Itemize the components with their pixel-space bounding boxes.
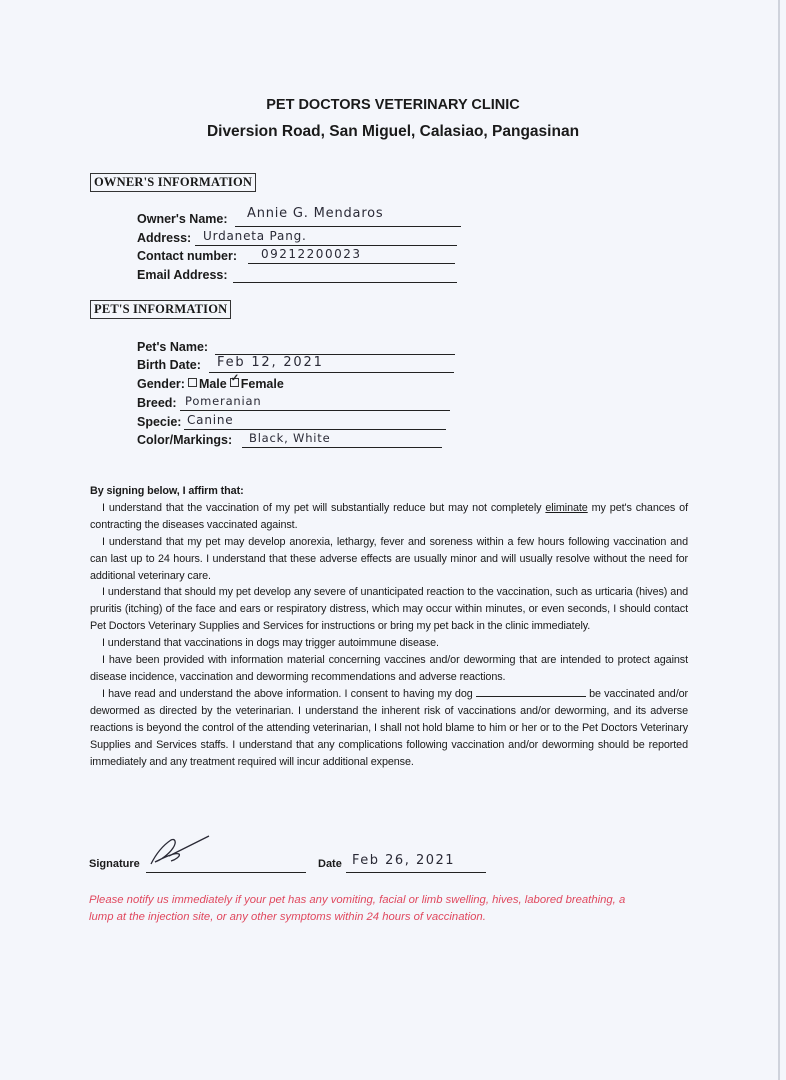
address-line [195,245,457,246]
p6-text-a: I have read and understand the above information. I consent to having my dog [102,687,476,700]
affirmation-lead: By signing below, I affirm that: [90,485,244,497]
date-line [346,872,486,873]
affirmation-paragraph-6 [90,686,688,771]
specie-line [184,429,446,430]
specie-label: Specie: [137,415,182,429]
p1-text-b: my pet's chances of contracting the diseases vaccinated against. [90,501,688,531]
contact-field[interactable]: 09212200023 [261,247,362,261]
gender-label-text: Gender: [137,377,185,391]
affirmation-paragraph-4: I understand that vaccinations in dogs may trigger autoimmune disease. [102,637,439,650]
breed-field[interactable]: Pomeranian [185,394,262,408]
address-field[interactable]: Urdaneta Pang. [203,229,307,243]
breed-label: Breed: [137,396,177,410]
page-edge [778,0,780,1080]
male-label: Male [198,377,227,391]
color-markings-line [242,447,442,448]
email-line [233,282,457,283]
male-checkbox[interactable] [188,378,197,387]
female-label: Female [240,377,284,391]
gender-label [137,377,284,391]
color-markings-label: Color/Markings: [137,433,233,447]
pet-name-label: Pet's Name: [137,340,209,354]
color-markings-field[interactable]: Black, White [249,431,331,445]
owner-section-title: OWNER'S INFORMATION [90,173,256,192]
date-field[interactable]: Feb 26, 2021 [352,853,456,868]
signature-line [146,872,306,873]
pet-section-title: PET'S INFORMATION [90,300,231,319]
specie-field[interactable]: Canine [187,413,234,427]
p1-underlined: eliminate [545,501,588,514]
dog-name-blank[interactable] [476,687,586,697]
clinic-address: Diversion Road, San Miguel, Calasiao, Pangasinan [206,123,580,140]
address-label: Address: [137,231,192,245]
affirmation-paragraph-2: I understand that my pet may develop anorexia, lethargy, fever and soreness within a few hours following vaccination and can last up to 24 hours. I understand that these adverse effects are usually minor and will usually resolve without the need for additional veterinary care. [90,535,688,582]
clinic-name: PET DOCTORS VETERINARY CLINIC [266,97,520,113]
affirmation-paragraph-3: I understand that should my pet develop any severe of unanticipated reaction to the vaccination, such as urticaria (hives) and pruritis (itching) of the face and ears or respiratory distress, which may occur within minutes, or even seconds, I should contact Pet Doctors Veterinary Supplies and Services for instructions or bring my pet back in the clinic immediately. [90,586,688,633]
owner-name-label: Owner's Name: [137,212,228,226]
affirmation-paragraph-5: I have been provided with information material concerning vaccines and/or deworming that are intended to protect against disease incidence, vaccination and deworming recommendations and adverse reactions. [90,654,688,683]
affirmation-paragraph-1 [90,500,688,534]
birth-date-line [209,372,454,373]
email-label: Email Address: [137,268,228,282]
date-label: Date [318,858,342,870]
owner-name-field[interactable]: Annie G. Mendaros [247,206,384,221]
vaccination-notice: Please notify us immediately if your pet has any vomiting, facial or limb swelling, hives, labored breathing, a lump at the injection site, or any other symptoms within 24 hours of vaccination. [89,894,626,923]
birth-date-field[interactable]: Feb 12, 2021 [217,355,324,370]
signature-mark [145,832,215,872]
contact-label: Contact number: [137,249,237,263]
affirmation-text [90,483,688,770]
breed-line [180,410,450,411]
birth-date-label: Birth Date: [137,358,201,372]
p1-text-a: I understand that the vaccination of my pet will substantially reduce but may not completely [102,501,546,514]
signature-label: Signature [89,858,140,870]
contact-line [248,263,455,264]
female-checkbox[interactable] [230,378,239,387]
p6-text-b: be vaccinated and/or dewormed as directed by the veterinarian. I understand the inherent risk of vaccinations and/or deworming, and its adverse reactions is beyond the control of the attending veterinarian, I shall not hold blame to him or her or to the Pet Doctors Veterinary Supplies and Services staffs. I understand that any complications following vaccination and/or deworming should be reported immediately and any treatment required will incur additional expense. [90,687,688,768]
owner-name-line [235,226,461,227]
